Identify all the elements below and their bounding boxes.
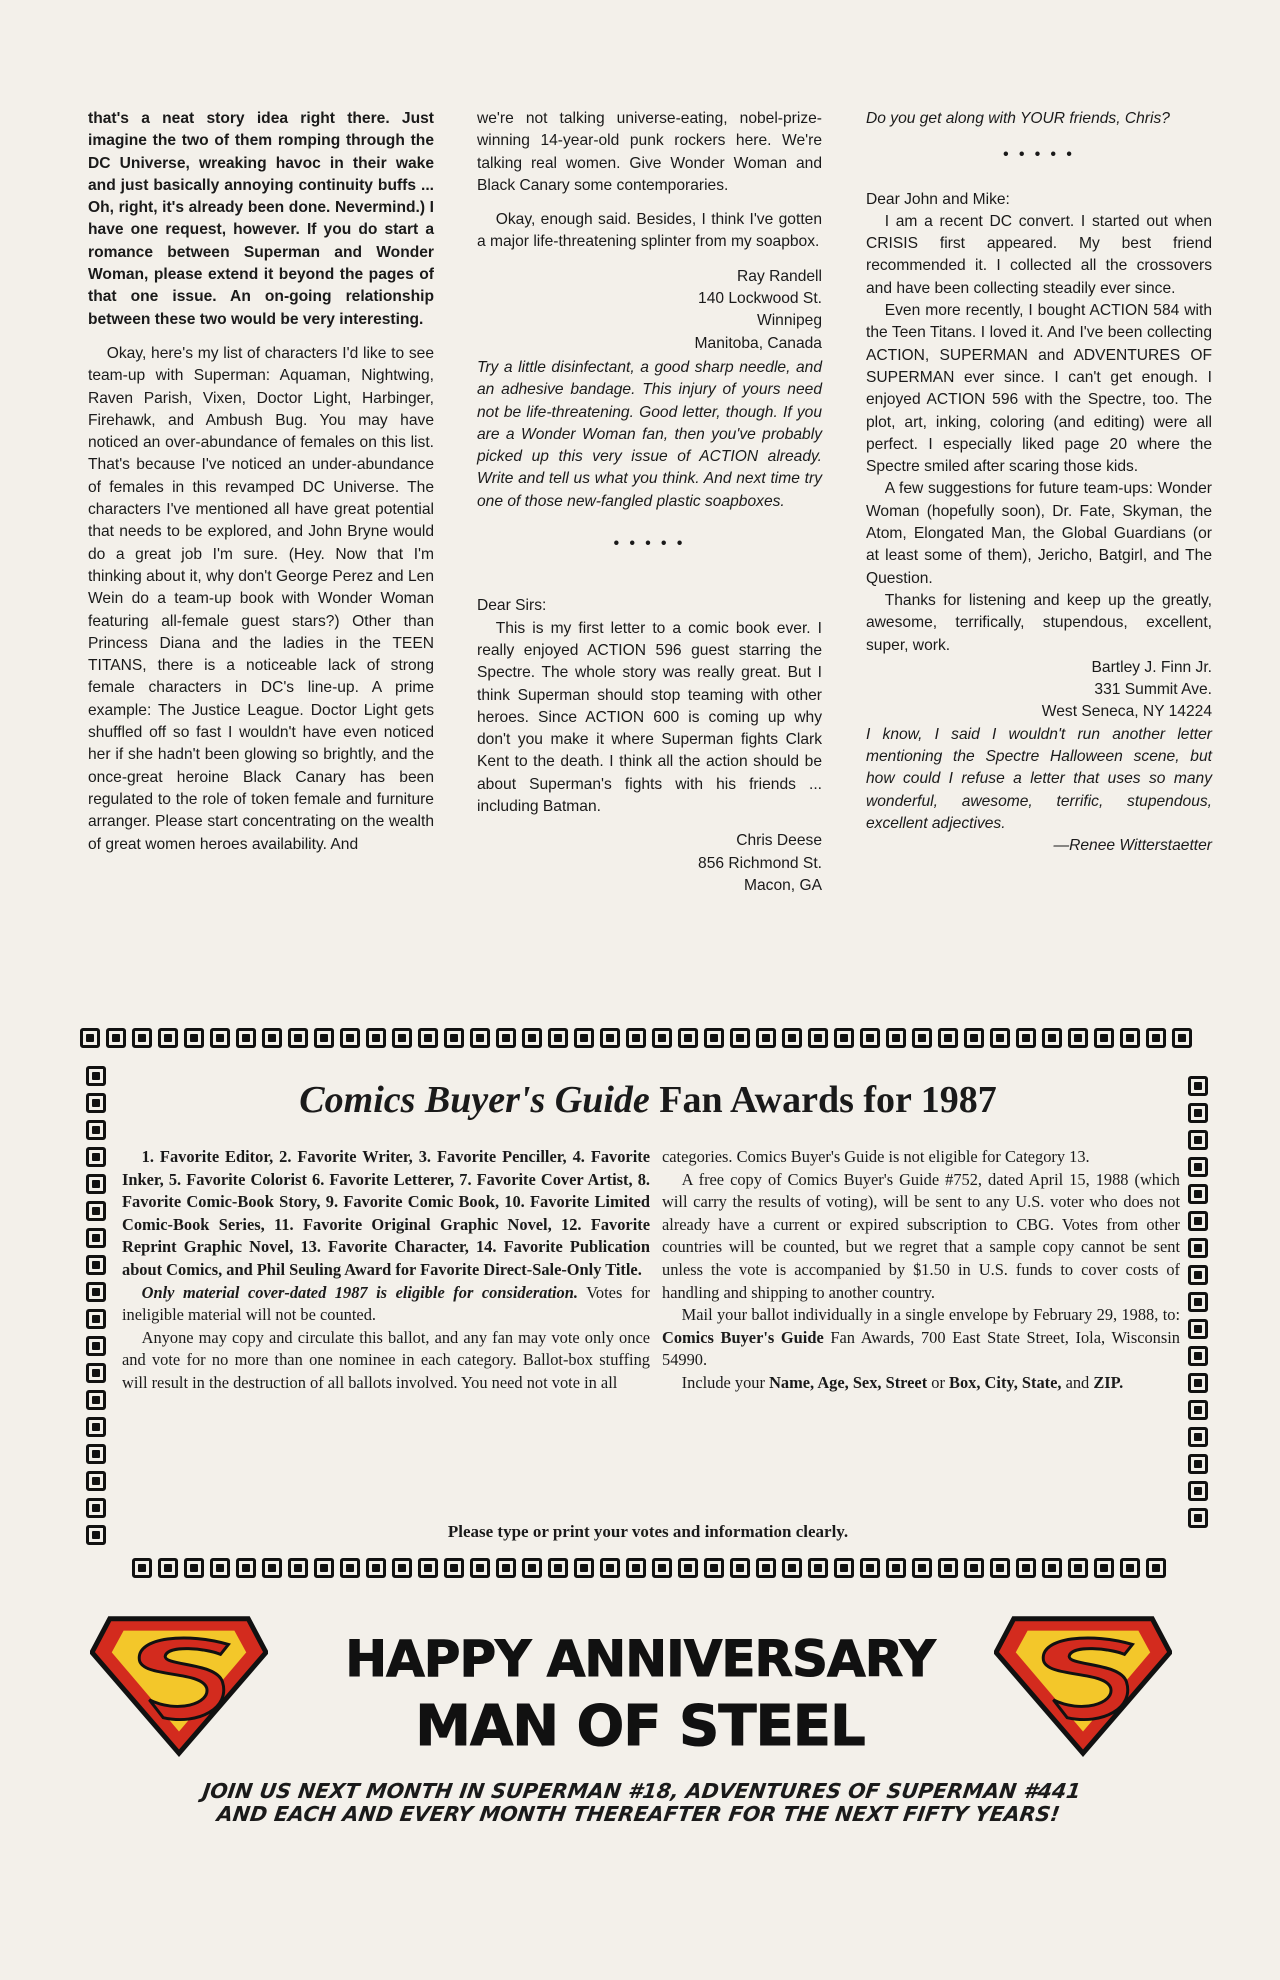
border-square xyxy=(1068,1558,1088,1578)
signature-line: 140 Lockwood St. xyxy=(698,290,822,308)
border-square xyxy=(1188,1211,1208,1231)
letter-paragraph: A few suggestions for future team-ups: Wonder Woman (hopefully soon), Dr. Fate, Skyman, the Atom, Elongated Man, the Global Guardians (or at least some of them), Jericho, Batgirl, and The Question. xyxy=(866,480,1212,587)
border-square xyxy=(86,1498,106,1518)
border-square xyxy=(470,1028,490,1048)
border-square xyxy=(808,1558,828,1578)
border-square xyxy=(756,1558,776,1578)
ballot-footer: Please type or print your votes and information clearly. xyxy=(447,1522,849,1541)
border-square xyxy=(366,1028,386,1048)
border-square xyxy=(496,1028,516,1048)
border-square xyxy=(86,1309,106,1329)
border-left xyxy=(86,1066,106,1545)
border-square xyxy=(86,1255,106,1275)
border-square xyxy=(314,1028,334,1048)
border-square xyxy=(756,1028,776,1048)
signature-block xyxy=(477,830,822,897)
border-square xyxy=(860,1028,880,1048)
border-square xyxy=(886,1558,906,1578)
border-square xyxy=(132,1028,152,1048)
border-square xyxy=(86,1471,106,1491)
border-square xyxy=(1188,1454,1208,1474)
border-square xyxy=(418,1028,438,1048)
border-square xyxy=(990,1558,1010,1578)
anniversary-tagline xyxy=(57,1780,1223,1826)
border-square xyxy=(1068,1028,1088,1048)
tagline-line: AND EACH AND EVERY MONTH THEREAFTER FOR THE NEXT FIFTY YEARS! xyxy=(215,1802,1062,1826)
border-square xyxy=(1188,1481,1208,1501)
border-square xyxy=(1042,1558,1062,1578)
letter-paragraph: Okay, enough said. Besides, I think I've gotten a major life-threatening splinter from my soapbox. xyxy=(477,211,822,251)
signature-line: Manitoba, Canada xyxy=(694,334,822,352)
border-square xyxy=(86,1282,106,1302)
ballot-title: Comics Buyer's Guide Fan Awards for 1987 xyxy=(299,1079,997,1121)
border-square xyxy=(1188,1157,1208,1177)
border-square xyxy=(1016,1028,1036,1048)
border-square xyxy=(132,1558,152,1578)
letter-paragraph: This is my first letter to a comic book ever. I really enjoyed ACTION 596 guest starring the Spectre. The whole story was really great. But I think Superman should stop teaming with other heroes. Since ACTION 600 is coming up why don't you make it where Superman fights Clark Kent to the death. I think all the action should be about Superman's fights with his friends ... including Batman. xyxy=(477,619,822,816)
letter-column-2 xyxy=(477,108,822,897)
border-square xyxy=(548,1558,568,1578)
border-square xyxy=(1188,1292,1208,1312)
ballot-free-copy: A free copy of Comics Buyer's Guide #752, dated April 15, 1988 (which will carry the results of voting), will be sent to any U.S. voter who does not already have a current or expired subscription to CBG. Votes from other countries will be counted, but we regret that a sample copy cannot be sent unless the vote is accompanied by $1.50 in U.S. funds to cover costs of handling and shipping to another country. xyxy=(662,1169,1180,1302)
anniversary-heading: HAPPY ANNIVERSARY xyxy=(345,1630,935,1688)
border-square xyxy=(86,1201,106,1221)
border-square xyxy=(600,1028,620,1048)
border-square xyxy=(522,1028,542,1048)
border-square xyxy=(288,1028,308,1048)
signature-line: Ray Randell xyxy=(737,267,822,285)
border-square xyxy=(262,1558,282,1578)
border-square xyxy=(444,1028,464,1048)
fan-awards-ballot xyxy=(80,1028,1216,1580)
border-square xyxy=(210,1028,230,1048)
border-square xyxy=(1016,1558,1036,1578)
border-square xyxy=(730,1558,750,1578)
border-square xyxy=(158,1028,178,1048)
border-square xyxy=(1120,1558,1140,1578)
border-square xyxy=(1188,1346,1208,1366)
border-square xyxy=(392,1028,412,1048)
border-square xyxy=(1188,1400,1208,1420)
signature-block xyxy=(866,657,1212,724)
border-square xyxy=(860,1558,880,1578)
ballot-include-info: Include your Name, Age, Sex, Street or Box, City, State, and ZIP. xyxy=(681,1372,1124,1392)
editor-reply: I know, I said I wouldn't run another letter mentioning the Spectre Halloween scene, but how could I refuse a letter that uses so many wonderful, awesome, terrific, stupendous, excellent adjectives. xyxy=(866,725,1212,832)
editor-reply: Do you get along with YOUR friends, Chris? xyxy=(866,110,1170,127)
border-square xyxy=(366,1558,386,1578)
border-square xyxy=(1094,1028,1114,1048)
border-square xyxy=(782,1028,802,1048)
border-square xyxy=(340,1558,360,1578)
border-bottom xyxy=(132,1558,1166,1578)
border-square xyxy=(626,1028,646,1048)
border-square xyxy=(574,1028,594,1048)
border-square xyxy=(522,1558,542,1578)
border-square xyxy=(678,1558,698,1578)
border-square xyxy=(444,1558,464,1578)
editor-signature: —Renee Witterstaetter xyxy=(1053,837,1212,855)
border-square xyxy=(470,1558,490,1578)
border-square xyxy=(236,1558,256,1578)
border-square xyxy=(314,1558,334,1578)
border-square xyxy=(782,1558,802,1578)
ballot-column-2 xyxy=(662,1146,1180,1395)
border-square xyxy=(964,1028,984,1048)
letter-paragraph: Thanks for listening and keep up the greatly, awesome, terrifically, stupendous, excellent, super, work. xyxy=(866,591,1212,654)
border-square xyxy=(288,1558,308,1578)
border-square xyxy=(730,1028,750,1048)
letter-paragraph: we're not talking universe-eating, nobel-prize-winning 14-year-old punk rockers here. We're talking real women. Give Wonder Woman and Black Canary some contemporaries. xyxy=(477,110,822,194)
border-square xyxy=(86,1147,106,1167)
signature-line: Chris Deese xyxy=(736,832,822,850)
border-square xyxy=(86,1390,106,1410)
border-square xyxy=(80,1028,100,1048)
border-square xyxy=(938,1558,958,1578)
border-square xyxy=(184,1558,204,1578)
border-square xyxy=(184,1028,204,1048)
border-square xyxy=(86,1174,106,1194)
letter-paragraph: that's a neat story idea right there. Just imagine the two of them romping through the DC Universe, wreaking havoc in their wake and just basically annoying continuity buffs ... Oh, right, it's already been done. Nevermind.) I have one request, however. If you do start a romance between Superman and Wonder Woman, please extend it beyond the pages of that one issue. An on-going relationship between these two would be very interesting. xyxy=(88,110,434,328)
border-square xyxy=(886,1028,906,1048)
border-square xyxy=(990,1028,1010,1048)
border-square xyxy=(340,1028,360,1048)
border-square xyxy=(210,1558,230,1578)
border-square xyxy=(834,1558,854,1578)
anniversary-banner xyxy=(60,1600,1220,1980)
border-square xyxy=(912,1558,932,1578)
separator-stars: • • • • • xyxy=(1003,146,1075,164)
border-square xyxy=(1188,1373,1208,1393)
border-square xyxy=(808,1028,828,1048)
border-square xyxy=(1188,1427,1208,1447)
letter-column-3 xyxy=(866,108,1212,858)
letter-paragraph: I am a recent DC convert. I started out when CRISIS first appeared. My best friend recommended it. I collected all the crossovers and have been collecting steadily ever since. xyxy=(866,212,1212,297)
border-square xyxy=(1188,1319,1208,1339)
ballot-rules: categories. Comics Buyer's Guide is not eligible for Category 13. xyxy=(662,1147,1090,1166)
border-square xyxy=(86,1228,106,1248)
border-square xyxy=(86,1120,106,1140)
separator-stars: • • • • • xyxy=(613,535,686,553)
letter-column-1 xyxy=(88,108,434,868)
letter-paragraph: Even more recently, I bought ACTION 584 with the Teen Titans. I loved it. And I've been collecting ACTION, SUPERMAN and ADVENTURES OF SUPERMAN ever since. I can't get enough. I enjoyed ACTION 596 with the Spectre, too. The plot, art, inking, coloring (and editing) were all perfect. I especially liked page 20 where the Spectre smiled after scaring those kids. xyxy=(866,302,1212,476)
letter-salutation: Dear John and Mike: xyxy=(866,190,1010,208)
border-square xyxy=(86,1444,106,1464)
border-square xyxy=(652,1028,672,1048)
border-square xyxy=(1146,1558,1166,1578)
anniversary-subheading: MAN OF STEEL xyxy=(415,1694,865,1759)
border-square xyxy=(1094,1558,1114,1578)
ballot-rules: Anyone may copy and circulate this ballot, and any fan may vote only once and vote for no more than one nominee in each category. Ballot-box stuffing will result in the destruction of all ballots involved. You need not vote in all xyxy=(122,1327,650,1392)
border-square xyxy=(236,1028,256,1048)
border-square xyxy=(574,1558,594,1578)
border-square xyxy=(418,1558,438,1578)
border-square xyxy=(704,1558,724,1578)
signature-block xyxy=(477,266,822,355)
border-right xyxy=(1188,1076,1208,1528)
border-square xyxy=(600,1558,620,1578)
border-square xyxy=(496,1558,516,1578)
border-square xyxy=(964,1558,984,1578)
border-square xyxy=(1146,1028,1166,1048)
border-square xyxy=(1042,1028,1062,1048)
border-square xyxy=(106,1028,126,1048)
border-square xyxy=(86,1363,106,1383)
border-square xyxy=(834,1028,854,1048)
signature-line: 856 Richmond St. xyxy=(698,854,822,872)
border-square xyxy=(1188,1265,1208,1285)
signature-line: Bartley J. Finn Jr. xyxy=(1091,658,1212,676)
signature-line: Winnipeg xyxy=(756,312,822,330)
ballot-column-1 xyxy=(122,1146,650,1395)
border-square xyxy=(262,1028,282,1048)
border-square xyxy=(1120,1028,1140,1048)
signature-line: West Seneca, NY 14224 xyxy=(1041,703,1212,721)
border-square xyxy=(1188,1130,1208,1150)
border-square xyxy=(1188,1238,1208,1258)
border-square xyxy=(626,1558,646,1578)
border-square xyxy=(392,1558,412,1578)
border-square xyxy=(1188,1184,1208,1204)
border-square xyxy=(158,1558,178,1578)
ballot-mail-address: Mail your ballot individually in a single envelope by February 29, 1988, to: Comics Buyer's Guide Fan Awards, 700 East State Street, Iola, Wisconsin 54990. xyxy=(662,1305,1180,1370)
border-square xyxy=(912,1028,932,1048)
ballot-eligibility: Only material cover-dated 1987 is eligible for consideration. Votes for ineligible material will not be counted. xyxy=(122,1282,650,1325)
border-square xyxy=(652,1558,672,1578)
letter-salutation: Dear Sirs: xyxy=(477,597,547,615)
letter-paragraph: Okay, here's my list of characters I'd like to see team-up with Superman: Aquaman, Nightwing, Raven Parish, Vixen, Doctor Light, Harbinger, Firehawk, and Ambush Bug. You may have noticed an over-abundance of females on this list. That's because I've noticed an under-abundance of females in this revamped DC Universe. The characters I've mentioned all have great potential that needs to be explored, and John Bryne would do a great job I'm sure. (Hey. Now that I'm thinking about it, why don't George Perez and Len Wein do a team-up book with Wonder Woman featuring all-female guest stars?) Other than Princess Diana and the ladies in the TEEN TITANS, there is a noticeable lack of strong female characters in DC's line-up. A prime example: The Justice League. Doctor Light gets shuffled off so fast I wouldn't have even noticed her if she hadn't been glowing so brightly, and the once-great heroine Black Canary has been regulated to the role of token female and furniture arranger. Please start concentrating on the wealth of great women heroes availability. And xyxy=(88,344,434,853)
border-square xyxy=(704,1028,724,1048)
border-square xyxy=(938,1028,958,1048)
border-square xyxy=(548,1028,568,1048)
border-square xyxy=(86,1417,106,1437)
border-square xyxy=(1172,1028,1192,1048)
editor-reply: Try a little disinfectant, a good sharp needle, and an adhesive bandage. This injury of yours need not be life-threatening. Good letter, though. If you are a Wonder Woman fan, then you've probably picked up this very issue of ACTION already. Write and tell us what you think. And next time try one of those new-fangled plastic soapboxes. xyxy=(477,358,822,510)
border-top xyxy=(80,1028,1192,1048)
tagline-line: JOIN US NEXT MONTH IN SUPERMAN #18, ADVENTURES OF SUPERMAN #441 xyxy=(201,1779,1083,1803)
ballot-categories: 1. Favorite Editor, 2. Favorite Writer, 3. Favorite Penciller, 4. Favorite Inker, 5. Favorite Colorist 6. Favorite Letterer, 7. Favorite Cover Artist, 8. Favorite Comic-Book Story, 9. Favorite Comic Book, 10. Favorite Limited Comic-Book Series, 11. Favorite Original Graphic Novel, 12. Favorite Reprint Graphic Novel, 13. Favorite Character, 14. Favorite Publication about Comics, and Phil Seuling Award for Favorite Direct-Sale-Only Title. xyxy=(122,1147,650,1279)
border-square xyxy=(86,1336,106,1356)
border-square xyxy=(678,1028,698,1048)
signature-line: 331 Summit Ave. xyxy=(1094,681,1212,699)
signature-line: Macon, GA xyxy=(744,876,822,894)
